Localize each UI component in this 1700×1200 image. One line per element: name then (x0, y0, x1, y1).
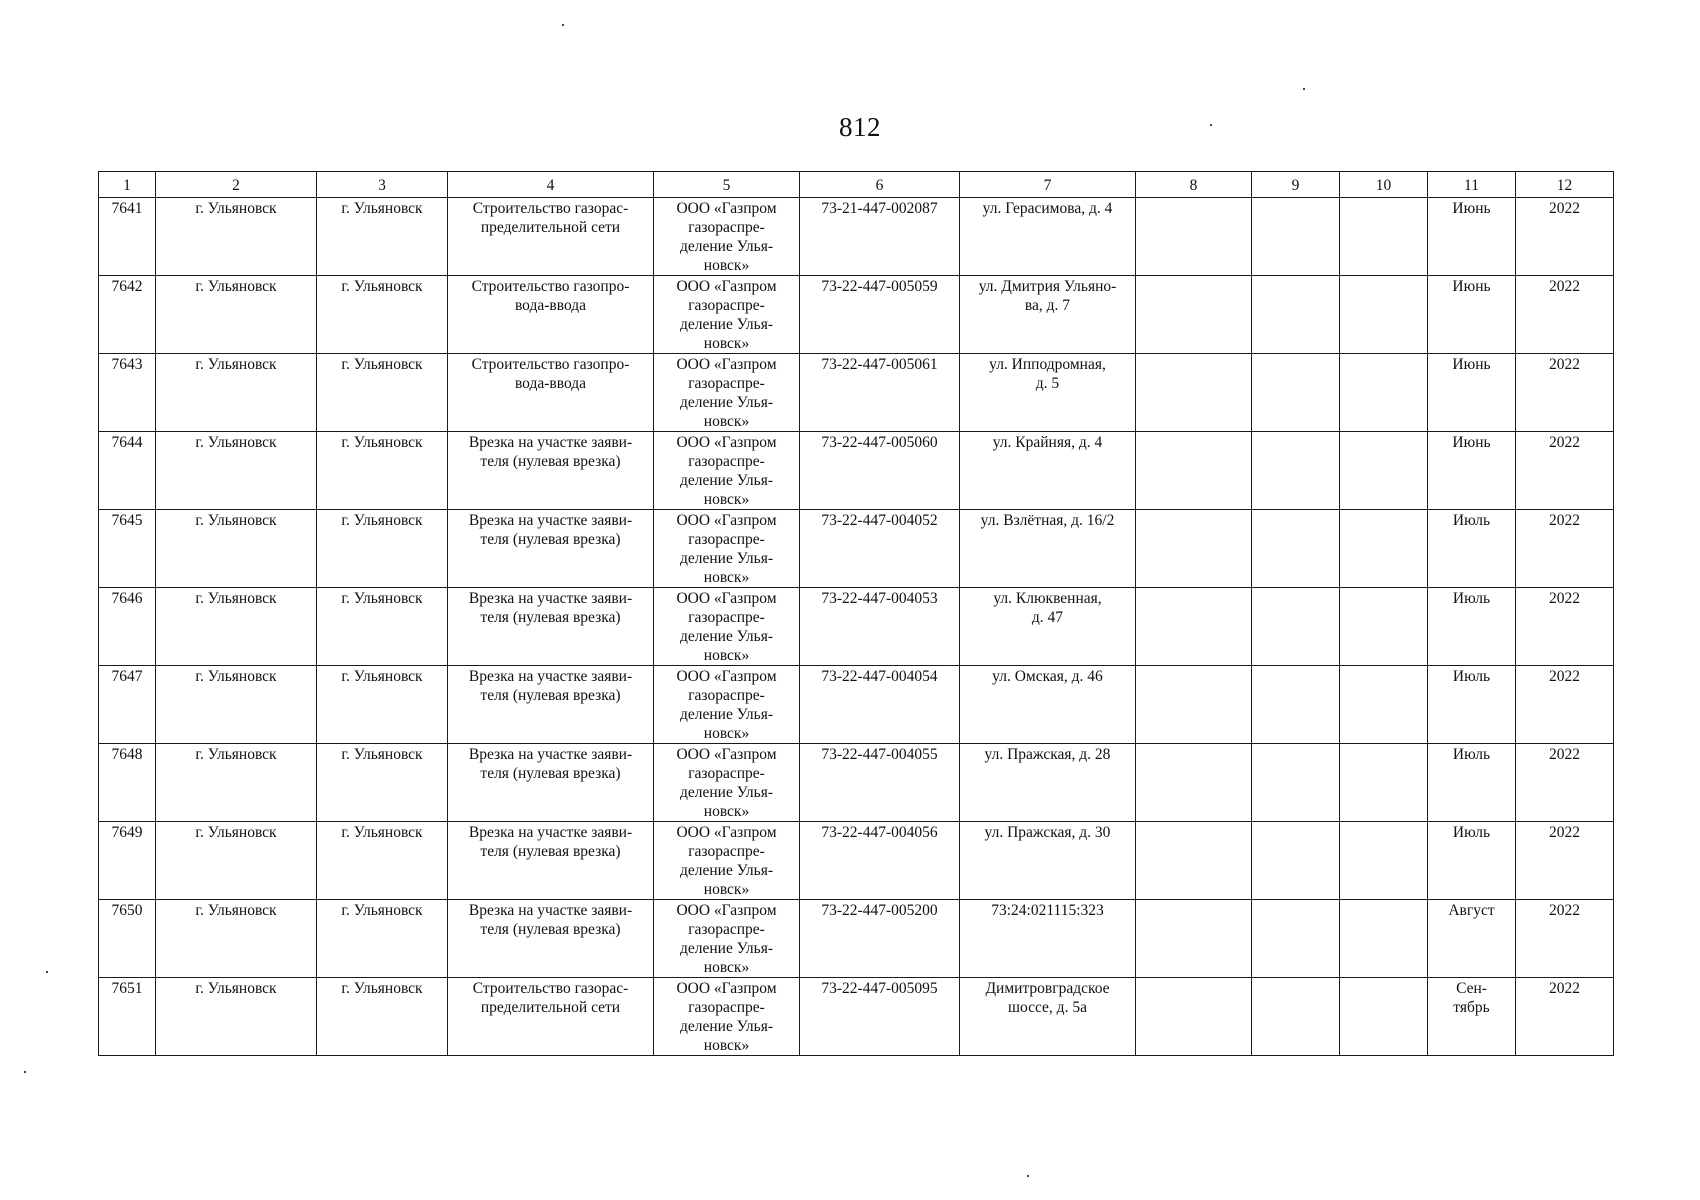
table-cell-col-9 (1252, 510, 1340, 588)
table-cell-col-1: 7651 (99, 978, 156, 1056)
table-cell-col-8 (1136, 354, 1252, 432)
table-cell-col-2: г. Ульяновск (156, 978, 317, 1056)
table-cell-col-9 (1252, 432, 1340, 510)
table-cell-col-6: 73-21-447-002087 (800, 198, 960, 276)
table-cell-col-2: г. Ульяновск (156, 198, 317, 276)
table-cell-col-7: ул. Пражская, д. 30 (960, 822, 1136, 900)
table-cell-col-12: 2022 (1516, 744, 1614, 822)
table-cell-col-9 (1252, 978, 1340, 1056)
table-cell-col-1: 7648 (99, 744, 156, 822)
table-cell-col-10 (1340, 432, 1428, 510)
table-cell-col-10 (1340, 744, 1428, 822)
table-cell-col-1: 7641 (99, 198, 156, 276)
table-cell-col-6: 73-22-447-004055 (800, 744, 960, 822)
table-row (99, 276, 1614, 354)
table-cell-col-6: 73-22-447-004052 (800, 510, 960, 588)
table-row (99, 978, 1614, 1056)
table-cell-col-1: 7649 (99, 822, 156, 900)
table-row (99, 900, 1614, 978)
table-cell-col-11: Июнь (1428, 432, 1516, 510)
table-cell-col-3: г. Ульяновск (317, 666, 448, 744)
table-row (99, 744, 1614, 822)
table-cell-col-11: Июль (1428, 666, 1516, 744)
scan-speck (562, 24, 564, 26)
table-cell-col-10 (1340, 666, 1428, 744)
table-cell-col-9 (1252, 354, 1340, 432)
table-cell-col-6: 73-22-447-004053 (800, 588, 960, 666)
scan-speck (1027, 1175, 1029, 1177)
table-cell-col-2: г. Ульяновск (156, 432, 317, 510)
table-cell-col-11: Июль (1428, 822, 1516, 900)
table-cell-col-7: ул. Пражская, д. 28 (960, 744, 1136, 822)
table-cell-col-1: 7643 (99, 354, 156, 432)
table-cell-col-12: 2022 (1516, 978, 1614, 1056)
table-cell-col-11: Июнь (1428, 198, 1516, 276)
table-cell-col-8 (1136, 276, 1252, 354)
table-cell-col-5: ООО «Газпром газораспре- деление Улья- новск» (654, 276, 800, 354)
table-cell-col-12: 2022 (1516, 666, 1614, 744)
table-cell-col-8 (1136, 666, 1252, 744)
table-cell-col-6: 73-22-447-004056 (800, 822, 960, 900)
scan-speck (24, 1071, 26, 1073)
table-cell-col-4: Строительство газорас- пределительной сети (448, 198, 654, 276)
registry-table (98, 171, 1614, 1056)
column-header-5: 5 (654, 172, 800, 198)
table-cell-col-4: Врезка на участке заяви- теля (нулевая врезка) (448, 588, 654, 666)
table-cell-col-4: Строительство газорас- пределительной сети (448, 978, 654, 1056)
column-header-12: 12 (1516, 172, 1614, 198)
table-cell-col-5: ООО «Газпром газораспре- деление Улья- новск» (654, 666, 800, 744)
column-header-9: 9 (1252, 172, 1340, 198)
table-cell-col-8 (1136, 900, 1252, 978)
table-cell-col-7: ул. Омская, д. 46 (960, 666, 1136, 744)
table-cell-col-2: г. Ульяновск (156, 744, 317, 822)
table-cell-col-12: 2022 (1516, 432, 1614, 510)
table-row (99, 588, 1614, 666)
table-cell-col-1: 7647 (99, 666, 156, 744)
column-header-1: 1 (99, 172, 156, 198)
table-cell-col-9 (1252, 588, 1340, 666)
table-row (99, 666, 1614, 744)
table-cell-col-8 (1136, 744, 1252, 822)
table-cell-col-7: Димитровградское шоссе, д. 5а (960, 978, 1136, 1056)
table-cell-col-3: г. Ульяновск (317, 276, 448, 354)
table-cell-col-3: г. Ульяновск (317, 510, 448, 588)
table-cell-col-6: 73-22-447-005059 (800, 276, 960, 354)
table-cell-col-8 (1136, 978, 1252, 1056)
table-cell-col-11: Июнь (1428, 354, 1516, 432)
table-cell-col-8 (1136, 510, 1252, 588)
table-cell-col-4: Врезка на участке заяви- теля (нулевая врезка) (448, 900, 654, 978)
column-header-6: 6 (800, 172, 960, 198)
table-cell-col-2: г. Ульяновск (156, 510, 317, 588)
table-cell-col-12: 2022 (1516, 198, 1614, 276)
table-cell-col-4: Врезка на участке заяви- теля (нулевая врезка) (448, 744, 654, 822)
column-header-11: 11 (1428, 172, 1516, 198)
table-cell-col-5: ООО «Газпром газораспре- деление Улья- новск» (654, 744, 800, 822)
table-cell-col-12: 2022 (1516, 354, 1614, 432)
table-cell-col-8 (1136, 432, 1252, 510)
table-cell-col-5: ООО «Газпром газораспре- деление Улья- новск» (654, 510, 800, 588)
table-cell-col-7: ул. Герасимова, д. 4 (960, 198, 1136, 276)
table-cell-col-4: Врезка на участке заяви- теля (нулевая врезка) (448, 432, 654, 510)
table-cell-col-9 (1252, 900, 1340, 978)
table-cell-col-2: г. Ульяновск (156, 666, 317, 744)
table-row (99, 510, 1614, 588)
table-cell-col-3: г. Ульяновск (317, 822, 448, 900)
column-header-3: 3 (317, 172, 448, 198)
table-cell-col-10 (1340, 900, 1428, 978)
table-row (99, 198, 1614, 276)
table-cell-col-4: Строительство газопро- вода-ввода (448, 276, 654, 354)
scan-speck (1210, 124, 1212, 126)
table-cell-col-11: Июль (1428, 510, 1516, 588)
table-cell-col-1: 7642 (99, 276, 156, 354)
table-cell-col-1: 7645 (99, 510, 156, 588)
table-cell-col-7: ул. Ипподромная, д. 5 (960, 354, 1136, 432)
table-cell-col-1: 7646 (99, 588, 156, 666)
table-cell-col-1: 7644 (99, 432, 156, 510)
table-cell-col-9 (1252, 666, 1340, 744)
table-cell-col-3: г. Ульяновск (317, 744, 448, 822)
scan-speck (46, 971, 48, 973)
table-cell-col-5: ООО «Газпром газораспре- деление Улья- новск» (654, 588, 800, 666)
table-cell-col-4: Врезка на участке заяви- теля (нулевая врезка) (448, 510, 654, 588)
table-cell-col-9 (1252, 822, 1340, 900)
table-cell-col-5: ООО «Газпром газораспре- деление Улья- новск» (654, 198, 800, 276)
table-cell-col-6: 73-22-447-005060 (800, 432, 960, 510)
table-cell-col-11: Июнь (1428, 276, 1516, 354)
table-cell-col-6: 73-22-447-005095 (800, 978, 960, 1056)
table-cell-col-6: 73-22-447-005061 (800, 354, 960, 432)
table-cell-col-5: ООО «Газпром газораспре- деление Улья- новск» (654, 978, 800, 1056)
table-cell-col-3: г. Ульяновск (317, 354, 448, 432)
column-header-8: 8 (1136, 172, 1252, 198)
table-cell-col-10 (1340, 354, 1428, 432)
table-cell-col-4: Врезка на участке заяви- теля (нулевая врезка) (448, 666, 654, 744)
table-cell-col-3: г. Ульяновск (317, 198, 448, 276)
column-header-2: 2 (156, 172, 317, 198)
table-cell-col-7: 73:24:021115:323 (960, 900, 1136, 978)
table-cell-col-2: г. Ульяновск (156, 900, 317, 978)
table-cell-col-12: 2022 (1516, 822, 1614, 900)
table-cell-col-10 (1340, 978, 1428, 1056)
table-cell-col-3: г. Ульяновск (317, 432, 448, 510)
table-cell-col-6: 73-22-447-005200 (800, 900, 960, 978)
table-cell-col-7: ул. Дмитрия Ульяно- ва, д. 7 (960, 276, 1136, 354)
table-cell-col-5: ООО «Газпром газораспре- деление Улья- новск» (654, 822, 800, 900)
table-cell-col-12: 2022 (1516, 588, 1614, 666)
table-cell-col-5: ООО «Газпром газораспре- деление Улья- новск» (654, 900, 800, 978)
table-cell-col-2: г. Ульяновск (156, 276, 317, 354)
scan-speck (1303, 88, 1305, 90)
table-cell-col-10 (1340, 276, 1428, 354)
table-cell-col-8 (1136, 822, 1252, 900)
table-cell-col-7: ул. Клюквенная, д. 47 (960, 588, 1136, 666)
column-header-7: 7 (960, 172, 1136, 198)
table-cell-col-1: 7650 (99, 900, 156, 978)
column-header-4: 4 (448, 172, 654, 198)
table-cell-col-2: г. Ульяновск (156, 588, 317, 666)
table-cell-col-12: 2022 (1516, 510, 1614, 588)
table-cell-col-6: 73-22-447-004054 (800, 666, 960, 744)
table-cell-col-3: г. Ульяновск (317, 900, 448, 978)
table-row (99, 432, 1614, 510)
table-cell-col-4: Врезка на участке заяви- теля (нулевая врезка) (448, 822, 654, 900)
table-cell-col-7: ул. Взлётная, д. 16/2 (960, 510, 1136, 588)
table-cell-col-12: 2022 (1516, 900, 1614, 978)
table-row (99, 822, 1614, 900)
table-cell-col-11: Июль (1428, 588, 1516, 666)
table-cell-col-12: 2022 (1516, 276, 1614, 354)
table-body (99, 198, 1614, 1056)
table-cell-col-5: ООО «Газпром газораспре- деление Улья- новск» (654, 354, 800, 432)
table-cell-col-10 (1340, 198, 1428, 276)
table-cell-col-2: г. Ульяновск (156, 354, 317, 432)
table-cell-col-7: ул. Крайняя, д. 4 (960, 432, 1136, 510)
table-cell-col-9 (1252, 276, 1340, 354)
table-cell-col-9 (1252, 198, 1340, 276)
table-cell-col-3: г. Ульяновск (317, 588, 448, 666)
page-number: 812 (839, 112, 881, 142)
column-header-10: 10 (1340, 172, 1428, 198)
table-cell-col-8 (1136, 588, 1252, 666)
table-cell-col-10 (1340, 588, 1428, 666)
table-cell-col-5: ООО «Газпром газораспре- деление Улья- новск» (654, 432, 800, 510)
table-cell-col-11: Сен- тябрь (1428, 978, 1516, 1056)
table-cell-col-4: Строительство газопро- вода-ввода (448, 354, 654, 432)
table-cell-col-11: Август (1428, 900, 1516, 978)
table-cell-col-10 (1340, 822, 1428, 900)
table-row (99, 354, 1614, 432)
table-cell-col-2: г. Ульяновск (156, 822, 317, 900)
column-number-row (99, 172, 1614, 198)
table-cell-col-8 (1136, 198, 1252, 276)
table-cell-col-11: Июль (1428, 744, 1516, 822)
table-cell-col-9 (1252, 744, 1340, 822)
table-cell-col-10 (1340, 510, 1428, 588)
table-cell-col-3: г. Ульяновск (317, 978, 448, 1056)
